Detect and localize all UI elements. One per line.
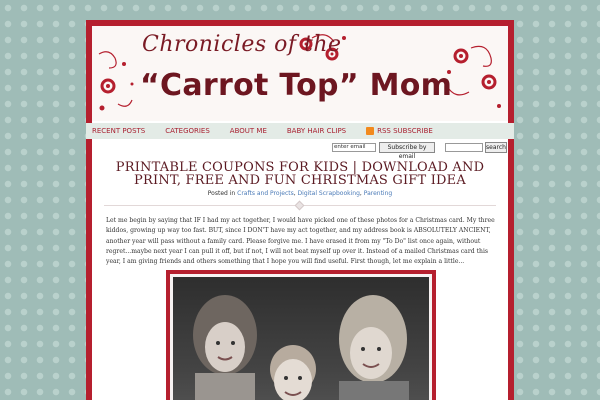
nav-baby-hair-clips[interactable]: BABY HAIR CLIPS xyxy=(286,127,347,135)
subscribe-email-button[interactable]: Subscribe by email xyxy=(379,142,435,153)
page-wrapper xyxy=(86,20,514,400)
main-nav xyxy=(86,123,514,139)
blog-title-top: Chronicles of the xyxy=(142,32,342,57)
nav-categories[interactable]: CATEGORIES xyxy=(165,127,210,135)
blog-title-main: “Carrot Top” Mom xyxy=(140,68,453,103)
divider-ornament-icon xyxy=(295,201,305,211)
category-link-crafts[interactable]: Crafts and Projects xyxy=(237,190,294,197)
nav-recent-posts[interactable]: RECENT POSTS xyxy=(92,127,146,135)
search-input[interactable] xyxy=(445,143,483,152)
rss-label: RSS SUBSCRIBE xyxy=(377,127,433,135)
blog-header[interactable] xyxy=(92,26,508,121)
flower-decoration-icon xyxy=(94,44,140,114)
category-link-digital-scrapbooking[interactable]: Digital Scrapbooking xyxy=(297,190,360,197)
post-body: Let me begin by saying that IF I had my act together, I would have picked one of these photos for a Christmas card. My three kiddos, growing up way too fast. BUT, since I DON'T have my act together, and my address book is ABSOLUTELY ANCIENT, another year will pass without a family card. Please forgive me. I have erased it from my "To Do" list once again, without regret...maybe next year I can pull it off, but if not, I will not beat myself up over it. Instead of a mailed Christmas card this year, I am giving friends and others something that I hope you will find useful. First though, let me explain a little... xyxy=(106,217,495,266)
posted-in-label: Posted in xyxy=(207,190,236,197)
nav-about-me[interactable]: ABOUT ME xyxy=(229,127,267,135)
subscribe-row xyxy=(92,142,508,160)
category-separator: , xyxy=(359,190,364,197)
post-meta xyxy=(92,190,508,197)
search-button[interactable]: search xyxy=(486,144,506,151)
children-photo-image xyxy=(173,277,429,400)
nav-rss-subscribe[interactable] xyxy=(366,127,433,135)
rss-icon xyxy=(366,127,374,135)
email-input[interactable]: enter email xyxy=(332,143,376,152)
category-link-parenting[interactable]: Parenting xyxy=(363,190,393,197)
post-title[interactable]: PRINTABLE COUPONS FOR KIDS | DOWNLOAD AND PRINT, FREE AND FUN CHRISTMAS GIFT IDEA xyxy=(115,160,485,188)
content-area xyxy=(92,26,508,400)
category-separator: , xyxy=(293,190,298,197)
post-photo-frame xyxy=(166,270,436,400)
post-photo[interactable] xyxy=(170,274,432,400)
